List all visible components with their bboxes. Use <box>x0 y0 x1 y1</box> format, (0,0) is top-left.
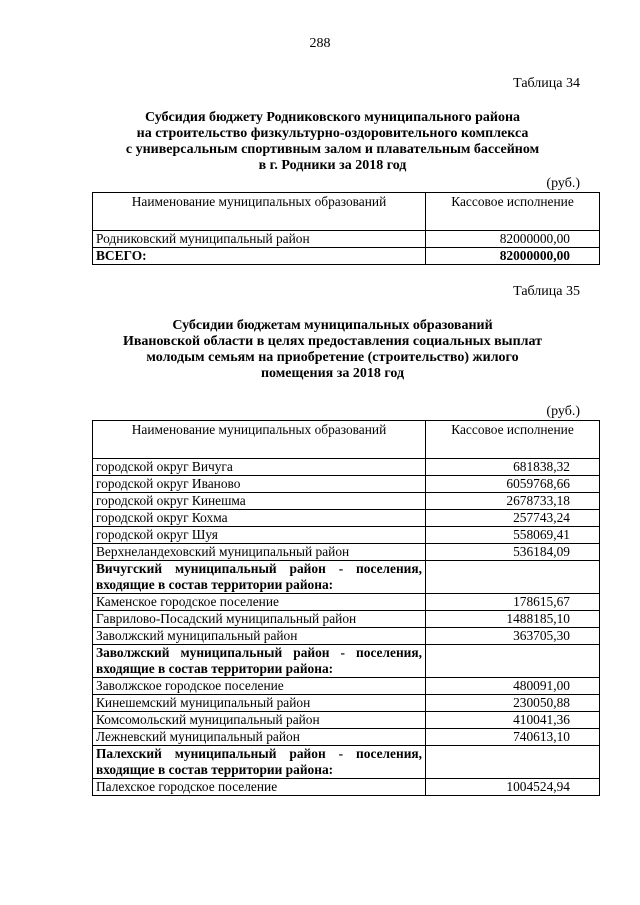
row-value: 1488185,10 <box>426 611 600 628</box>
header-value: Кассовое исполнение <box>426 193 600 231</box>
table-34-title <box>95 110 570 174</box>
row-value <box>426 746 600 779</box>
row-name: Комсомольский муниципальный район <box>93 712 426 729</box>
page-number: 288 <box>309 36 331 51</box>
table-34-unit: (руб.) <box>546 176 580 191</box>
table-35-label: Таблица 35 <box>513 284 580 299</box>
title-line: молодым семьям на приобретение (строительство) жилого <box>146 350 519 365</box>
table-35-title <box>95 318 570 382</box>
title-line: в г. Родники за 2018 год <box>258 158 407 173</box>
row-value: 82000000,00 <box>426 231 600 248</box>
row-name: Верхнеландеховский муниципальный район <box>93 544 426 561</box>
row-value <box>426 645 600 678</box>
row-name: Заволжское городское поселение <box>93 678 426 695</box>
row-value: 410041,36 <box>426 712 600 729</box>
row-value: 230050,88 <box>426 695 600 712</box>
table-35 <box>92 420 600 796</box>
total-value: 82000000,00 <box>426 248 600 265</box>
row-value: 178615,67 <box>426 594 600 611</box>
title-line: на строительство физкультурно-оздоровительного комплекса <box>136 126 529 141</box>
row-value: 257743,24 <box>426 510 600 527</box>
row-name: Заволжский муниципальный район <box>93 628 426 645</box>
row-name: городской округ Иваново <box>93 476 426 493</box>
title-line: Ивановской области в целях предоставления социальных выплат <box>122 334 543 349</box>
row-value: 363705,30 <box>426 628 600 645</box>
table-header <box>93 421 600 459</box>
table-34 <box>92 192 600 265</box>
group-name: Заволжский муниципальный район - поселения, входящие в состав территории района: <box>93 645 426 678</box>
row-name: городской округ Шуя <box>93 527 426 544</box>
table-35-unit: (руб.) <box>546 404 580 419</box>
row-value: 681838,32 <box>426 459 600 476</box>
group-name: Палехский муниципальный район - поселения, входящие в состав территории района: <box>93 746 426 779</box>
group-name: Вичугский муниципальный район - поселения, входящие в состав территории района: <box>93 561 426 594</box>
row-value: 480091,00 <box>426 678 600 695</box>
row-value: 558069,41 <box>426 527 600 544</box>
row-name: городской округ Кинешма <box>93 493 426 510</box>
row-name: Родниковский муниципальный район <box>93 231 426 248</box>
total-row <box>93 248 600 265</box>
row-name: Гаврилово-Посадский муниципальный район <box>93 611 426 628</box>
header-name: Наименование муниципальных образований <box>93 193 426 231</box>
row-name: Лежневский муниципальный район <box>93 729 426 746</box>
row-value: 740613,10 <box>426 729 600 746</box>
title-line: Субсидия бюджету Родниковского муниципального района <box>144 110 521 125</box>
title-line: Субсидии бюджетам муниципальных образований <box>172 318 493 333</box>
table-row <box>93 231 600 248</box>
header-value: Кассовое исполнение <box>426 421 600 459</box>
title-line: с универсальным спортивным залом и плавательным бассейном <box>125 142 540 157</box>
row-value: 6059768,66 <box>426 476 600 493</box>
row-name: городской округ Вичуга <box>93 459 426 476</box>
table-header <box>93 193 600 231</box>
row-name: Палехское городское поселение <box>93 779 426 796</box>
row-value <box>426 561 600 594</box>
row-name: городской округ Кохма <box>93 510 426 527</box>
row-value: 536184,09 <box>426 544 600 561</box>
row-value: 1004524,94 <box>426 779 600 796</box>
row-name: Каменское городское поселение <box>93 594 426 611</box>
header-name: Наименование муниципальных образований <box>93 421 426 459</box>
total-name: ВСЕГО: <box>93 248 426 265</box>
row-name: Кинешемский муниципальный район <box>93 695 426 712</box>
row-value: 2678733,18 <box>426 493 600 510</box>
title-line: помещения за 2018 год <box>260 366 405 381</box>
table-34-label: Таблица 34 <box>513 76 580 91</box>
